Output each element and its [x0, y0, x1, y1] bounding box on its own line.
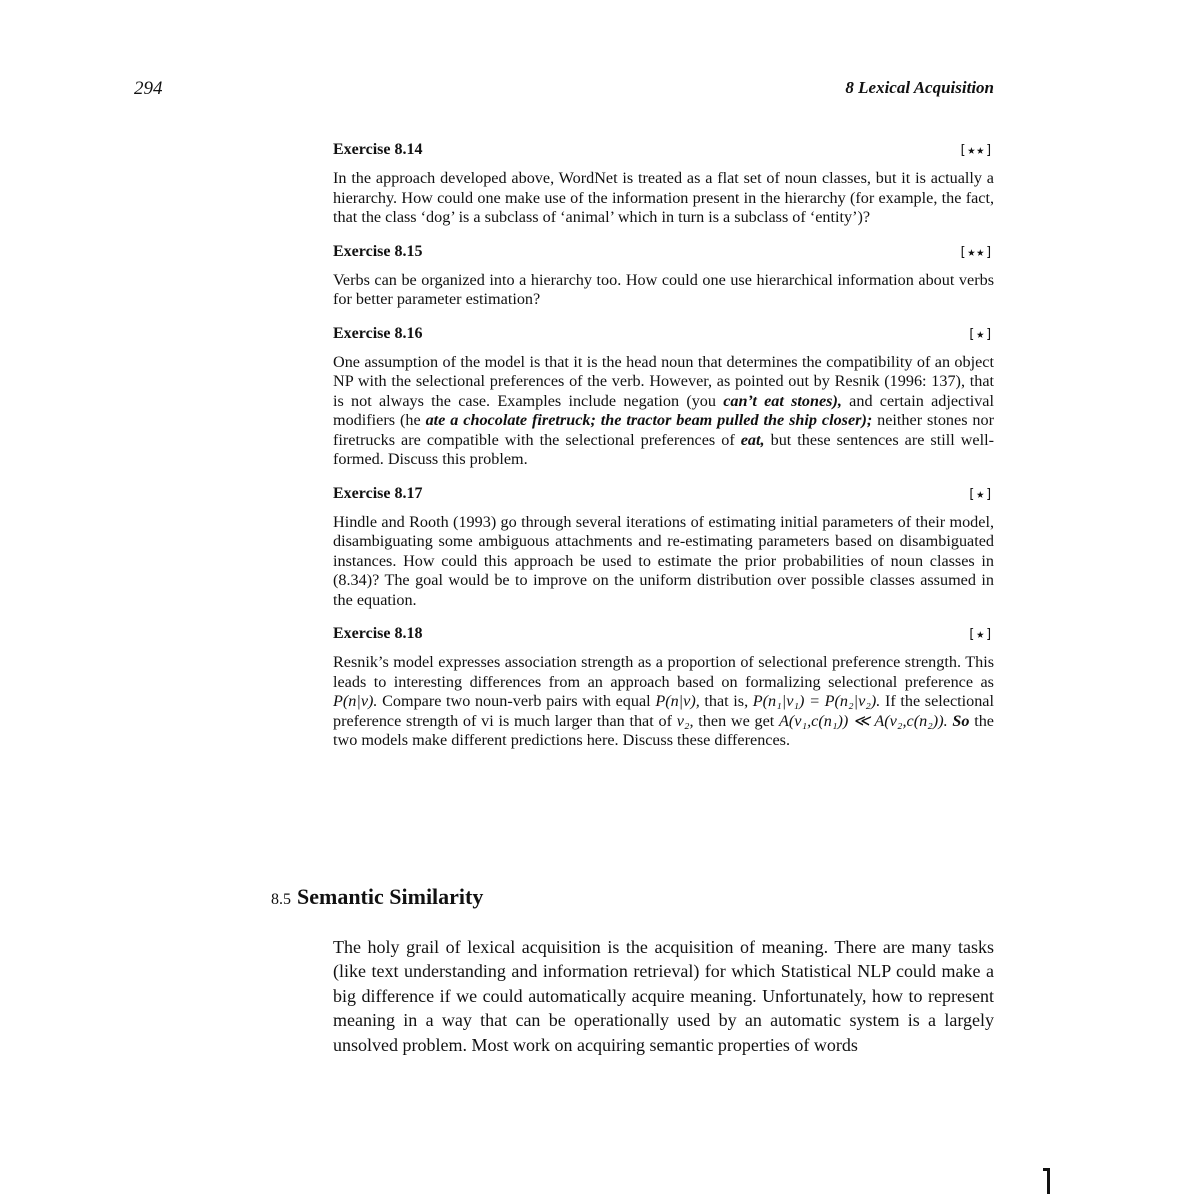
example-emphasis: can’t eat stones), [723, 391, 842, 410]
text-run: Resnik’s model expresses association strength as a proportion of selectional preference strength. This leads to interesting differences from an approach based on formalizing selectional preference as [333, 653, 994, 691]
difficulty-rating: [★] [967, 627, 994, 642]
text-run: then we get [693, 711, 780, 730]
crop-mark-tick [1043, 1168, 1047, 1171]
exercise-title: Exercise 8.16 [333, 324, 423, 342]
text-run: If the selectional preference strength of vi is much larger than that of [333, 692, 994, 730]
exercise-text [333, 653, 994, 751]
difficulty-rating: [★] [967, 326, 994, 342]
exercise-title: Exercise 8.18 [333, 625, 423, 642]
section-paragraph: The holy grail of lexical acquisition is the acquisition of meaning. There are many tasks (like text understanding and information retrieval) for which Statistical NLP could make a big difference if we could automatically acquire meaning. Unfortunately, how to represent meaning in a way that can be operationally used by an automatic system is a largely unsolved problem. Most work on acquiring semantic properties of words [333, 937, 994, 1055]
exercise-8-16 [333, 324, 994, 470]
exercise-title: Exercise 8.17 [333, 484, 423, 502]
example-emphasis: eat, [740, 430, 765, 449]
exercise-text [333, 353, 994, 470]
text-run: but these sentences are still well-formed. Discuss this problem. [333, 430, 995, 468]
text-run: and certain adjectival modifiers (he [333, 391, 994, 429]
math-expression: P(n|v). [333, 692, 378, 710]
text-run: the two models make different predictions here. Discuss these differences. [333, 711, 994, 749]
exercise-8-15 [333, 242, 994, 310]
running-head: 8 Lexical Acquisition [845, 78, 994, 97]
math-expression: v₂, [676, 711, 694, 730]
difficulty-rating: [★★] [958, 143, 994, 158]
exercise-list [333, 140, 994, 765]
exercise-8-14 [333, 140, 994, 228]
exercise-8-18 [333, 624, 994, 751]
math-expression: A(v₁,c(n₁)) ≪ A(v₂,c(n₂)). [779, 711, 948, 730]
difficulty-rating: [★] [967, 486, 994, 502]
difficulty-rating: [★★] [958, 244, 994, 260]
section-number: 8.5 [271, 891, 291, 908]
exercise-title: Exercise 8.14 [333, 141, 423, 158]
text-run: that is, [699, 692, 753, 710]
math-expression: P(n|v), [655, 692, 700, 710]
section-title: Semantic Similarity [297, 884, 484, 909]
text-run: neither stones nor firetrucks are compatible with the selectional preferences of [333, 411, 994, 449]
exercise-8-17 [333, 484, 994, 611]
section-heading [271, 884, 483, 910]
text-run: One assumption of the model is that it is the head noun that determines the compatibility of an object NP with the selectional preferences of the verb. However, as pointed out by Resnik (1996: 137), that is not always the case. Examples include negation (you [333, 352, 994, 410]
exercise-text: In the approach developed above, WordNet is treated as a flat set of noun classes, but it is actually a hierarchy. How could one make use of the information present in the hierarchy (for example, the fact, that the class ‘dog’ is a subclass of ‘animal’ which in turn is a subclass of ‘entity’)? [333, 169, 994, 226]
math-expression: P(n₁|v₁) = P(n₂|v₂). [752, 692, 881, 710]
text-run: Compare two noun-verb pairs with equal [377, 692, 656, 710]
exercise-text: Verbs can be organized into a hierarchy too. How could one use hierarchical information about verbs for better parameter estimation? [333, 270, 994, 308]
page-number: 294 [134, 78, 163, 99]
crop-mark [1047, 1168, 1050, 1194]
emphasis: So [947, 711, 970, 730]
exercise-title: Exercise 8.15 [333, 242, 423, 260]
example-emphasis: ate a chocolate firetruck; the tractor beam pulled the ship closer); [425, 411, 873, 429]
exercise-text: Hindle and Rooth (1993) go through several iterations of estimating initial parameters of their model, disambiguating some ambiguous attachments and re-estimating parameters based on disambiguated instances. How could this approach be used to estimate the prior probabilities of noun classes in (8.34)? The goal would be to improve on the uniform distribution over possible classes assumed in the equation. [333, 512, 994, 609]
